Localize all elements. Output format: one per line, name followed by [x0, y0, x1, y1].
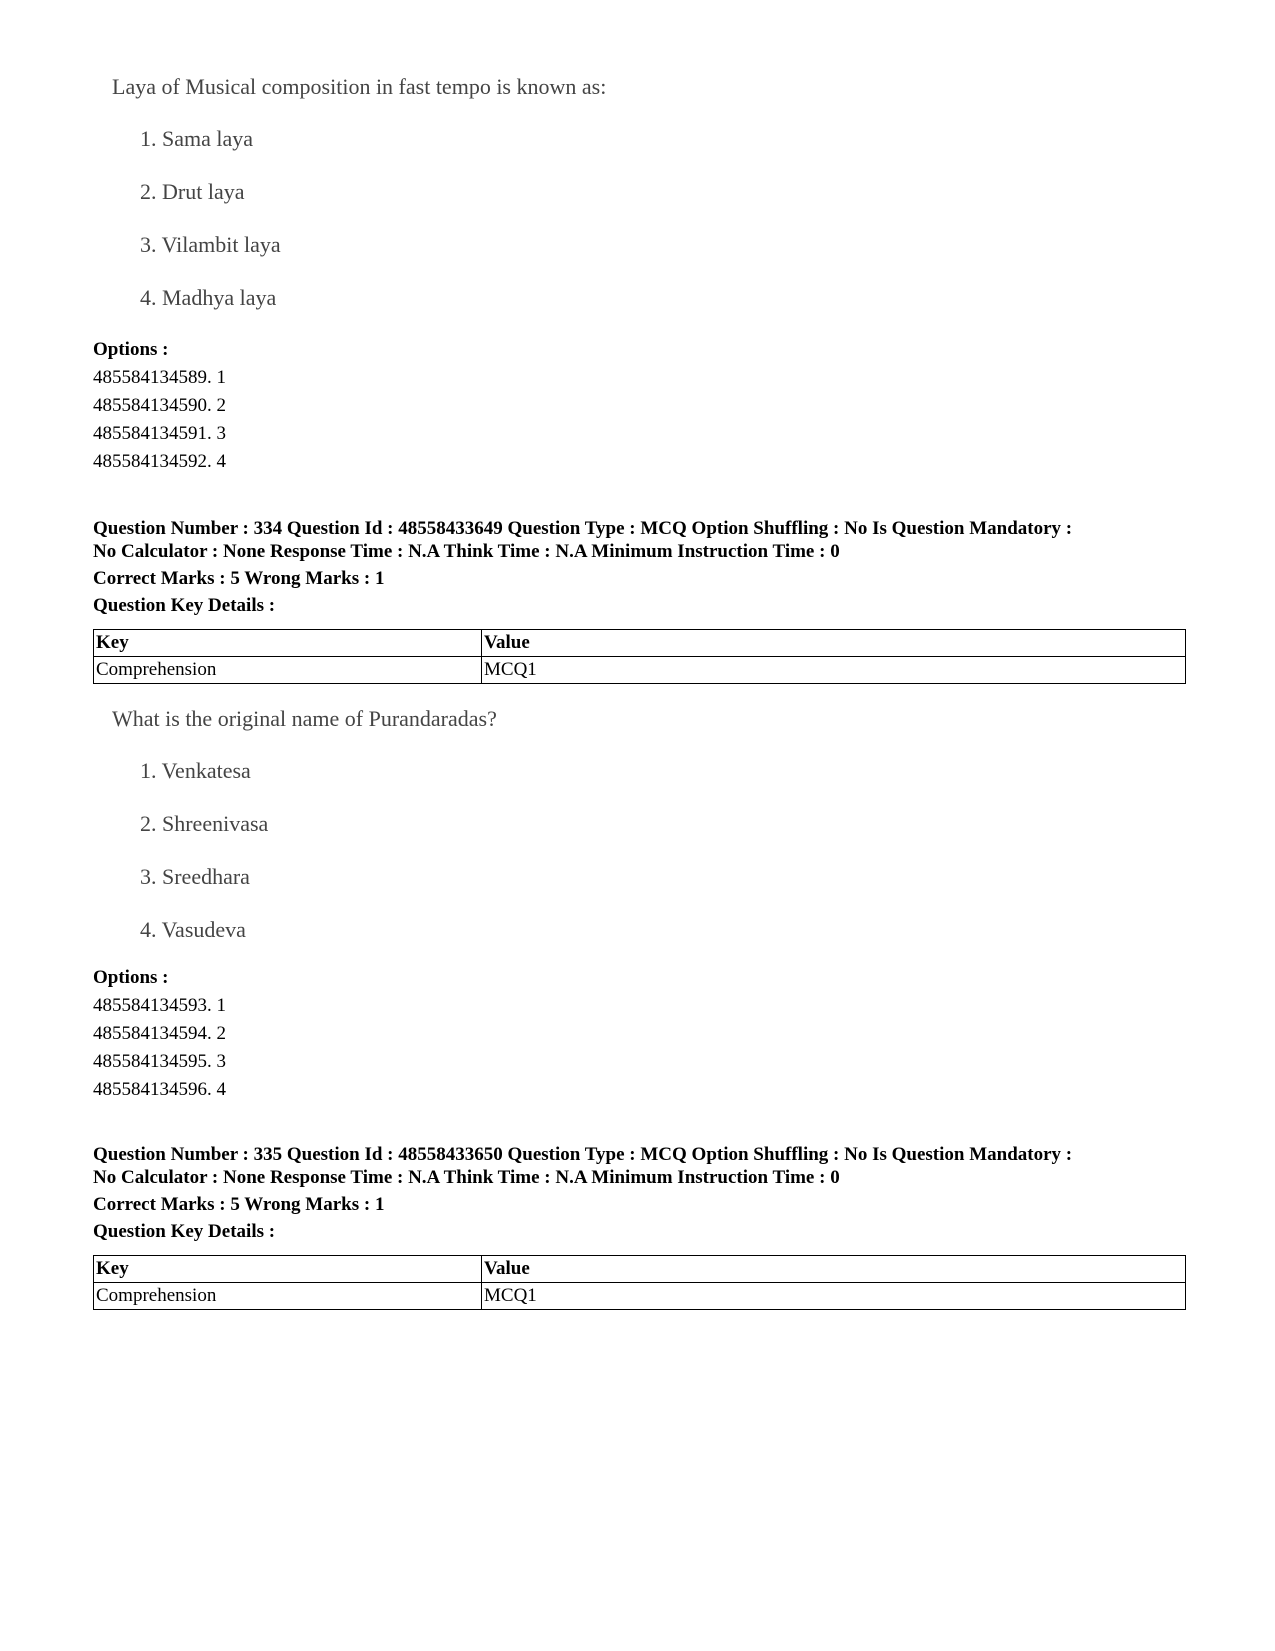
choice-3: 3. Vilambit laya: [140, 232, 281, 257]
meta-line-2: No Calculator : None Response Time : N.A Think Time : N.A Minimum Instruction Time : 0: [93, 1167, 840, 1188]
choice-2: 2. Drut laya: [140, 179, 245, 204]
table-header-row: [94, 1256, 1186, 1283]
choice-4: 4. Madhya laya: [140, 285, 277, 310]
question-stem: Laya of Musical composition in fast tempo is known as:: [112, 74, 607, 99]
header-key: Key: [94, 1256, 482, 1283]
question-334-image: [92, 706, 732, 946]
cell-key: Comprehension: [94, 1283, 482, 1310]
option-item: 485584134589. 1: [93, 367, 226, 388]
key-details-label: Question Key Details :: [93, 595, 276, 616]
choice-1: 1. Venkatesa: [140, 758, 251, 783]
table-row: [94, 1283, 1186, 1310]
options-list-334: [93, 964, 226, 1104]
key-value-table-334: [93, 629, 1186, 684]
table-header-row: [94, 630, 1186, 657]
question-stem: What is the original name of Purandaradas?: [112, 706, 497, 731]
choice-2: 2. Shreenivasa: [140, 811, 269, 836]
table-row: [94, 657, 1186, 684]
cell-value: MCQ1: [482, 1283, 1186, 1310]
option-item: 485584134590. 2: [93, 395, 226, 416]
marks-line: Correct Marks : 5 Wrong Marks : 1: [93, 1194, 385, 1215]
option-item: 485584134596. 4: [93, 1079, 226, 1100]
question-334-meta: [93, 517, 1203, 617]
meta-line-2: No Calculator : None Response Time : N.A Think Time : N.A Minimum Instruction Time : 0: [93, 541, 840, 562]
options-list-a: [93, 336, 226, 476]
options-header: Options :: [93, 339, 169, 360]
question-335-meta: [93, 1143, 1203, 1243]
choice-1: 1. Sama laya: [140, 126, 254, 151]
question-a-image: [92, 74, 732, 314]
options-header: Options :: [93, 967, 169, 988]
key-details-label: Question Key Details :: [93, 1221, 276, 1242]
header-key: Key: [94, 630, 482, 657]
key-value-table-335: [93, 1255, 1186, 1310]
cell-key: Comprehension: [94, 657, 482, 684]
option-item: 485584134594. 2: [93, 1023, 226, 1044]
option-item: 485584134591. 3: [93, 423, 226, 444]
header-value: Value: [482, 630, 1186, 657]
choice-3: 3. Sreedhara: [140, 864, 250, 889]
cell-value: MCQ1: [482, 657, 1186, 684]
option-item: 485584134595. 3: [93, 1051, 226, 1072]
meta-line-1: Question Number : 335 Question Id : 48558433650 Question Type : MCQ Option Shuffling : No Is Question Mandatory :: [93, 1144, 1073, 1165]
header-value: Value: [482, 1256, 1186, 1283]
marks-line: Correct Marks : 5 Wrong Marks : 1: [93, 568, 385, 589]
option-item: 485584134592. 4: [93, 451, 226, 472]
meta-line-1: Question Number : 334 Question Id : 48558433649 Question Type : MCQ Option Shuffling : No Is Question Mandatory :: [93, 518, 1073, 539]
choice-4: 4. Vasudeva: [140, 917, 246, 942]
option-item: 485584134593. 1: [93, 995, 226, 1016]
